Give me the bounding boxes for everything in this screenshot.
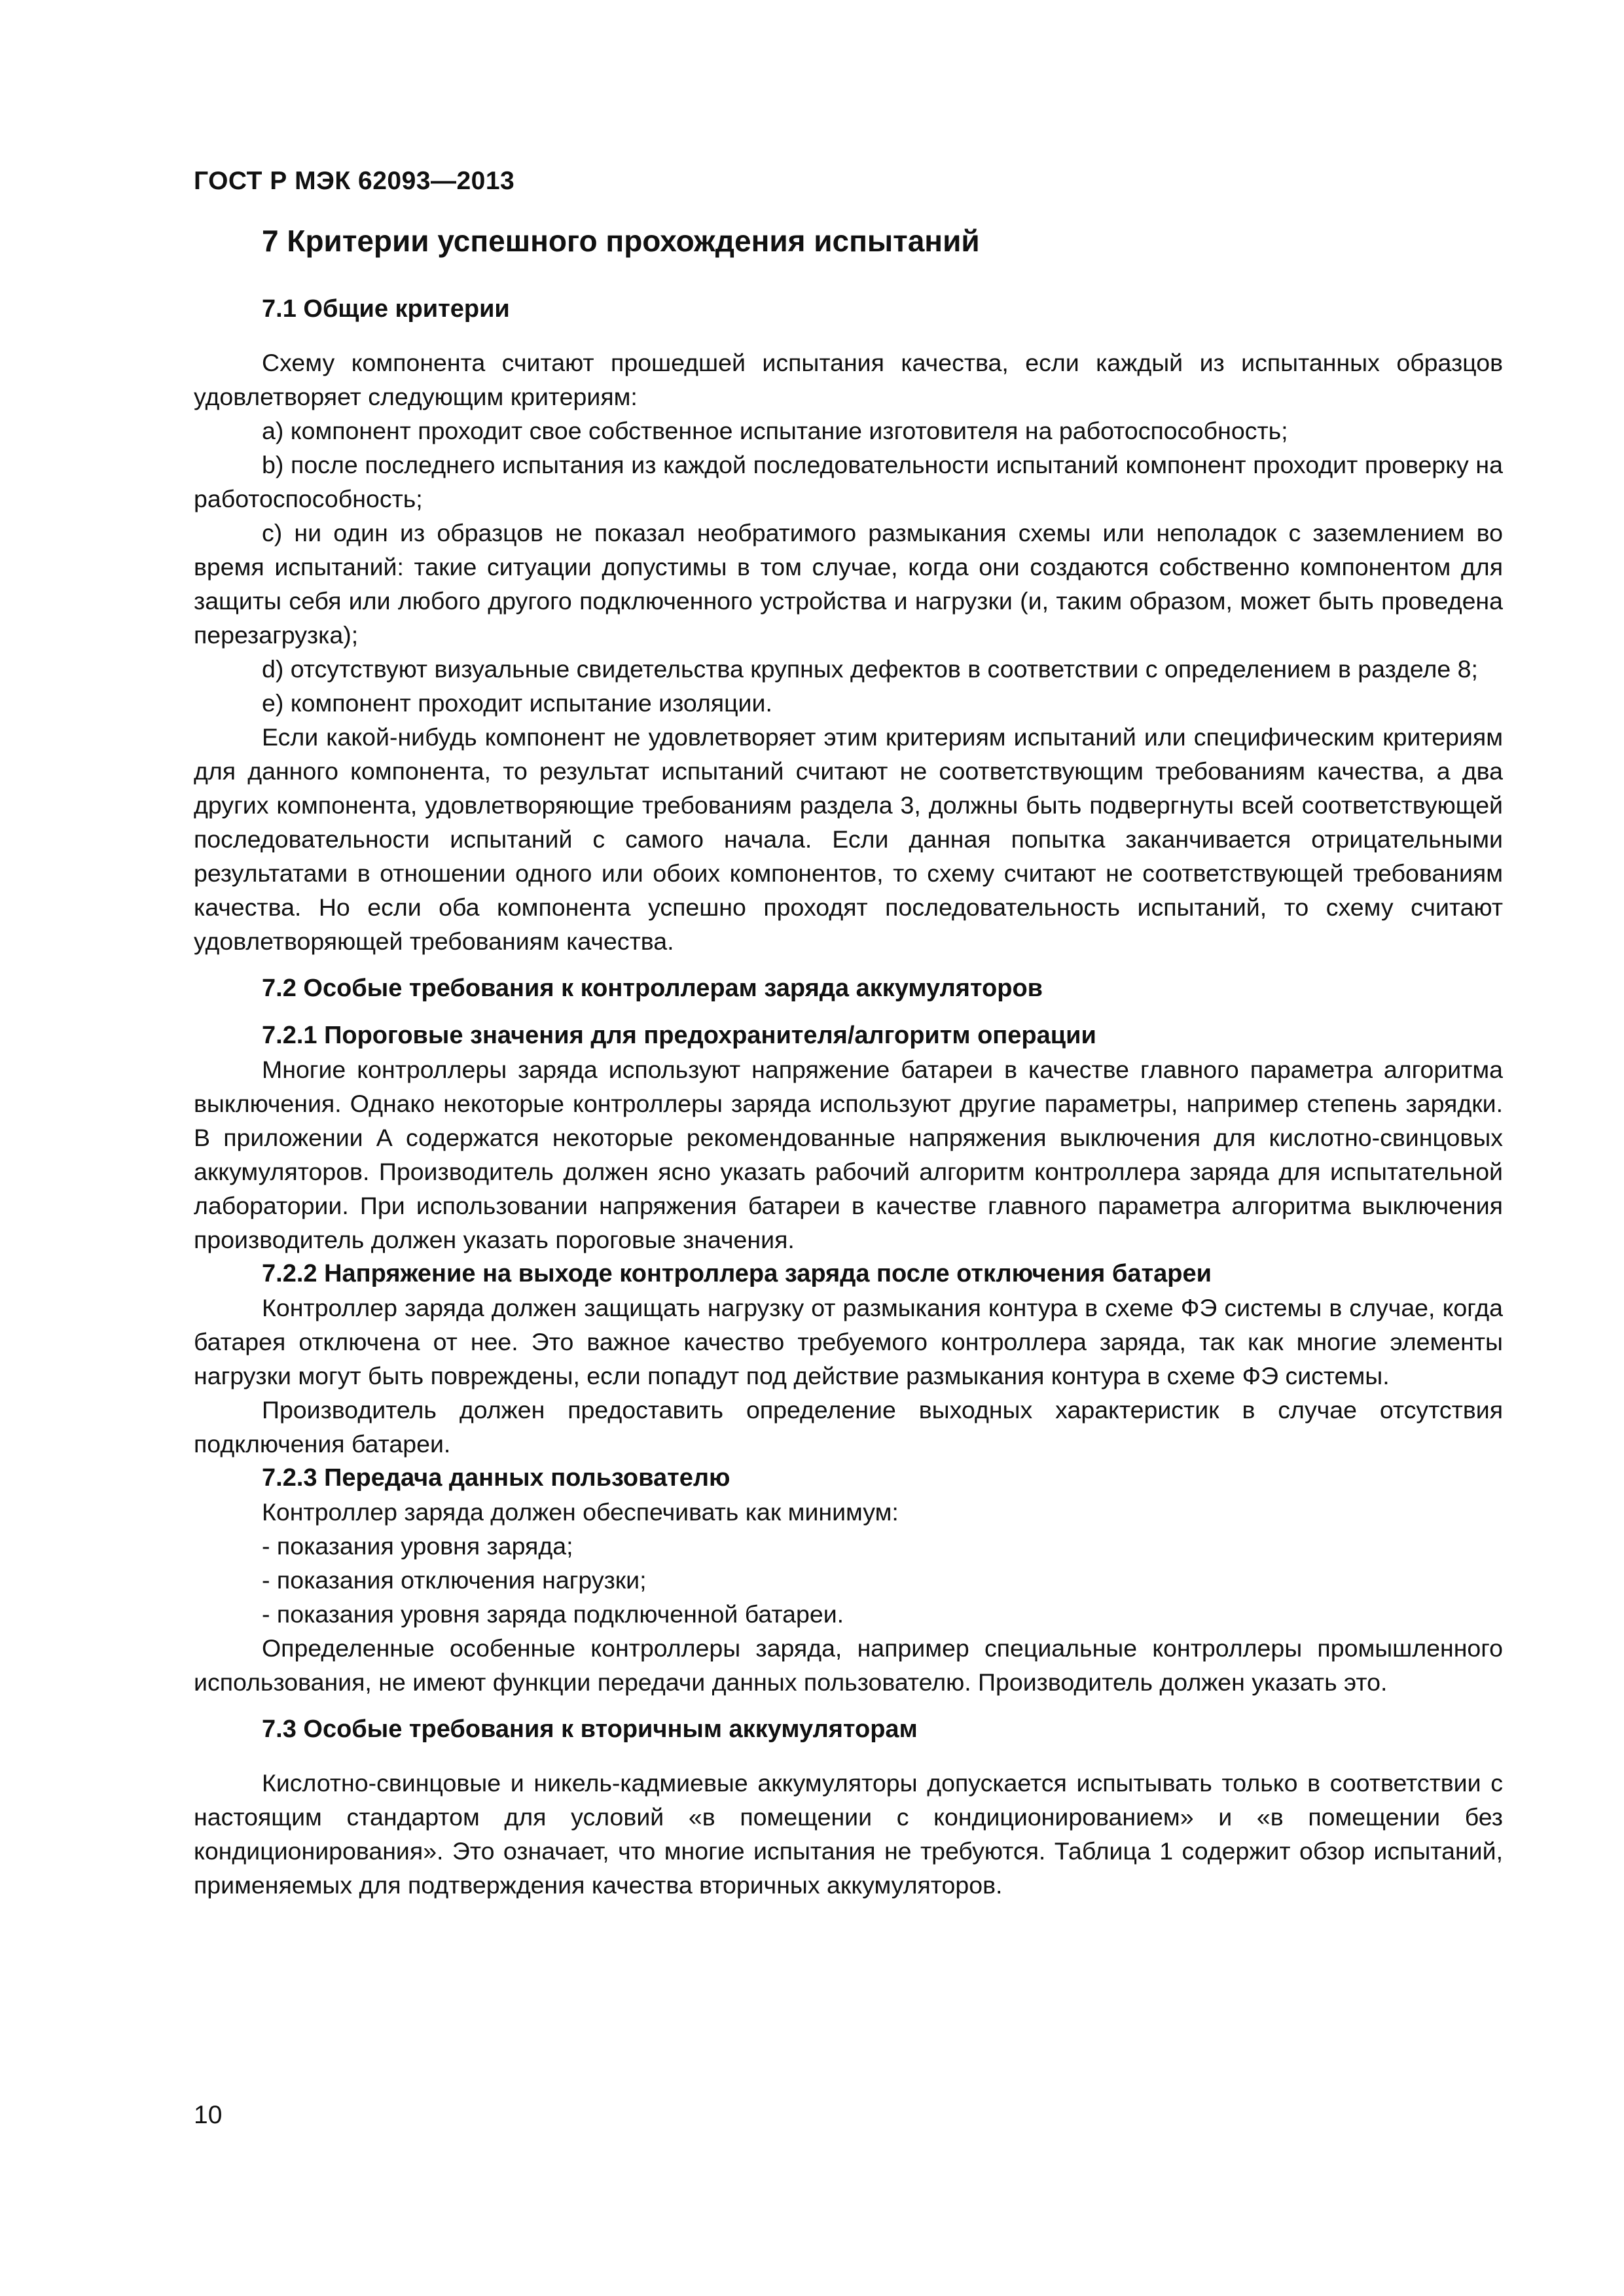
s7-2-2-text1: Контроллер заряда должен защищать нагрузку от размыкания контура в схеме ФЭ системы в случае, когда батарея отключена от нее. Это важное качество требуемого контроллера заряда, так как многие элементы нагрузки могут быть повреждены, если попадут под действие размыкания контура в схеме ФЭ системы.	[194, 1294, 1503, 1390]
section-7-1-title: 7.1 Общие критерии	[262, 295, 510, 323]
section-7-2-title: 7.2 Особые требования к контроллерам заряда аккумуляторов	[262, 975, 1043, 1002]
s7-1-item-a: a) компонент проходит свое собственное испытание изготовителя на работоспособность;	[262, 417, 1288, 444]
document-code: ГОСТ Р МЭК 62093—2013	[194, 167, 515, 195]
s7-2-3-item3: - показания уровня заряда подключенной батареи.	[262, 1600, 844, 1628]
s7-2-3-intro: Контроллер заряда должен обеспечивать как минимум:	[262, 1498, 899, 1526]
s7-1-intro: Схему компонента считают прошедшей испытания качества, если каждый из испытанных образцов удовлетворяет следующим критериям:	[194, 349, 1503, 410]
s7-2-3-closing: Определенные особенные контроллеры заряда, например специальные контроллеры промышленного использования, не имеют функции передачи данных пользователю. Производитель должен указать это.	[194, 1634, 1503, 1696]
s7-1-closing: Если какой-нибудь компонент не удовлетворяет этим критериям испытаний или специфическим критериям для данного компонента, то результат испытаний считают не соответствующим требованиям качества, а два других компонента, удовлетворяющие требованиям раздела 3, должны быть подвергнуты всей соответствующей последовательности испытаний с самого начала. Если данная попытка заканчивается отрицательными результатами в отношении одного или обоих компонентов, то схему считают не соответствующей требованиям качества. Но если оба компонента успешно проходят последовательность испытаний, то схему считают удовлетворяющей требованиям качества.	[194, 723, 1503, 955]
s7-2-3-item2: - показания отключения нагрузки;	[262, 1566, 647, 1594]
s7-2-2-text2: Производитель должен предоставить определение выходных характеристик в случае отсутствия подключения батареи.	[194, 1396, 1503, 1458]
section-7-2-3-title: 7.2.3 Передача данных пользователю	[262, 1464, 731, 1492]
section-7-title: 7 Критерии успешного прохождения испытаний	[262, 224, 980, 258]
section-7-3-title: 7.3 Особые требования к вторичным аккумуляторам	[262, 1715, 918, 1743]
s7-3-text: Кислотно-свинцовые и никель-кадмиевые аккумуляторы допускается испытывать только в соответствии с настоящим стандартом для условий «в помещении с кондиционированием» и «в помещении без кондиционирования». Это означает, что многие испытания не требуются. Таблица 1 содержит обзор испытаний, применяемых для подтверждения качества вторичных аккумуляторов.	[194, 1769, 1503, 1899]
s7-1-item-d: d) отсутствуют визуальные свидетельства крупных дефектов в соответствии с определением в разделе 8;	[262, 655, 1478, 683]
s7-1-item-c: c) ни один из образцов не показал необратимого размыкания схемы или неполадок с заземлением во время испытаний: такие ситуации допустимы в том случае, когда они создаются собственно компонентом для защиты себя или любого другого подключенного устройства и нагрузки (и, таким образом, может быть проведена перезагрузка);	[194, 519, 1503, 649]
document-body	[194, 216, 1503, 1902]
section-7-2-1-title: 7.2.1 Пороговые значения для предохранителя/алгоритм операции	[262, 1022, 1096, 1049]
page-number: 10	[194, 2101, 223, 2129]
s7-2-3-item1: - показания уровня заряда;	[262, 1532, 573, 1560]
s7-2-1-text: Многие контроллеры заряда используют напряжение батареи в качестве главного параметра алгоритма выключения. Однако некоторые контроллеры заряда используют другие параметры, например степень зарядки. В приложении А содержатся некоторые рекомендованные напряжения выключения для кислотно-свинцовых аккумуляторов. Производитель должен ясно указать рабочий алгоритм контроллера заряда для испытательной лаборатории. При использовании напряжения батареи в качестве главного параметра алгоритма выключения производитель должен указать пороговые значения.	[194, 1056, 1503, 1253]
s7-1-item-e: e) компонент проходит испытание изоляции.	[262, 689, 772, 717]
s7-1-item-b: b) после последнего испытания из каждой последовательности испытаний компонент проходит проверку на работоспособность;	[194, 451, 1503, 512]
section-7-2-2-title: 7.2.2 Напряжение на выходе контроллера заряда после отключения батареи	[262, 1260, 1212, 1287]
